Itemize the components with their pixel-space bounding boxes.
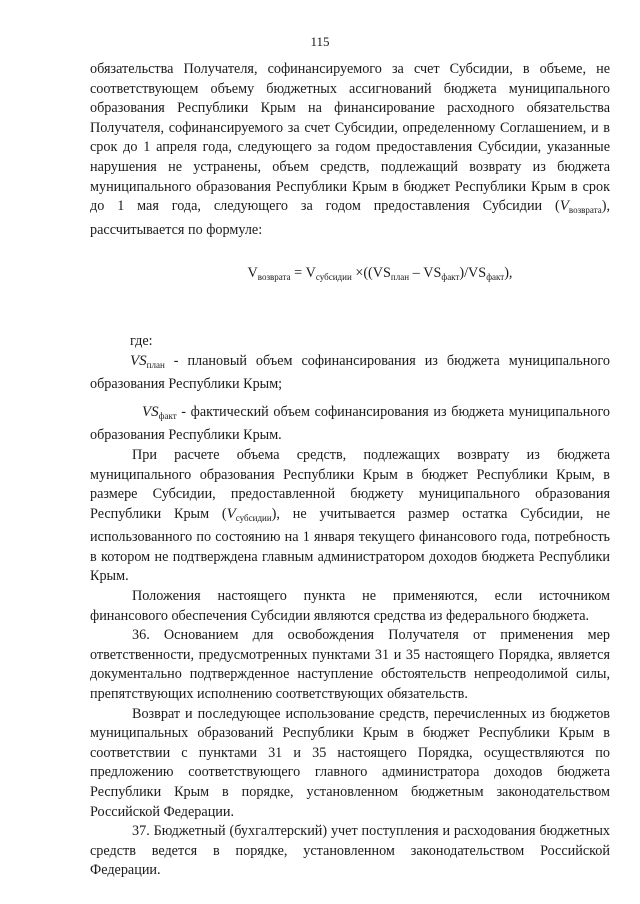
definition-vs-plan: $VS_{план}$ - плановый объем софинансирования из бюджета муниципального образования Республики Крым; bbox=[90, 352, 610, 393]
document-body bbox=[90, 60, 610, 881]
page-number: 115 bbox=[310, 34, 330, 49]
paragraph-federal-exception: Положения настоящего пункта не применяются, если источником финансового обеспечения Субсидии являются средства из федерального бюджета. bbox=[90, 588, 610, 624]
paragraph-text: ), рассчитывается по формуле: bbox=[90, 198, 610, 238]
paragraph-text: обязательства Получателя, софинансируемого за счет Субсидии, в объеме, не соответствующем объему бюджетных ассигнований бюджета муниципального образования Республики Крым на финансирование расходного обязательства Получателя, софинансируемого за счет Субсидии, определенному Соглашением, и в срок до 1 апреля года, следующего за годом предоставления Субсидии, указанные нарушения не устранены, объем средств, подлежащий возврату из бюджета муниципального образования Республики Крым в бюджет Республики Крым в срок до 1 мая года, следующего за годом предоставления Субсидии ( bbox=[90, 61, 610, 215]
definition-vs-fact: $VS_{факт}$ - фактический объем софинансирования из бюджета муниципального образования Республики Крым. bbox=[90, 403, 610, 444]
variable-vs-fact: $VS_{факт}$ bbox=[142, 403, 177, 421]
formula: $V_{возврата} = V_{субсидии} \times((VS_{план} - VS_{факт})/VS_{факт})$, bbox=[247, 265, 513, 283]
paragraph-refund-usage: Возврат и последующее использование средств, перечисленных из бюджетов муниципальных образований Республики Крым в бюджет Республики Крым в соответствии с пунктами 31 и 35 настоящего Порядка, осуществляются по предложению соответствующего главного администратора доходов бюджета Республики Крым в порядке, установленном бюджетным законодательством Российской Федерации. bbox=[90, 705, 610, 820]
variable-vs-plan: $VS_{план}$ bbox=[130, 352, 165, 370]
variable-v-return: $V_{возврата}$ bbox=[559, 198, 602, 216]
paragraph-item-36: 36. Основанием для освобождения Получателя от применения мер ответственности, предусмотренных пунктами 31 и 35 настоящего Порядка, является документально подтвержденное наступление обстоятельств непреодолимой силы, препятствующих исполнению соответствующих обязательств. bbox=[90, 627, 610, 703]
where-label: где: bbox=[130, 332, 153, 349]
paragraph-return-conditions bbox=[90, 60, 610, 240]
variable-v-subsidy: $V_{субсидии}$ bbox=[226, 505, 272, 523]
paragraph-calculation-note: При расчете объема средств, подлежащих возврату из бюджета муниципального образования Республики Крым в бюджет Республики Крым, в размере Субсидии, предоставленной бюджету муниципального образования Республики Крым $(V_{субсидии})$, не учитывается размер остатка Субсидии, не использованного по состоянию на 1 января текущего финансового года, потребность в котором не подтверждена главным администратором доходов бюджета Республики Крым. bbox=[90, 446, 610, 585]
paragraph-item-37: 37. Бюджетный (бухгалтерский) учет поступления и расходования бюджетных средств ведется в порядке, установленном законодательством Российской Федерации. bbox=[90, 823, 610, 879]
